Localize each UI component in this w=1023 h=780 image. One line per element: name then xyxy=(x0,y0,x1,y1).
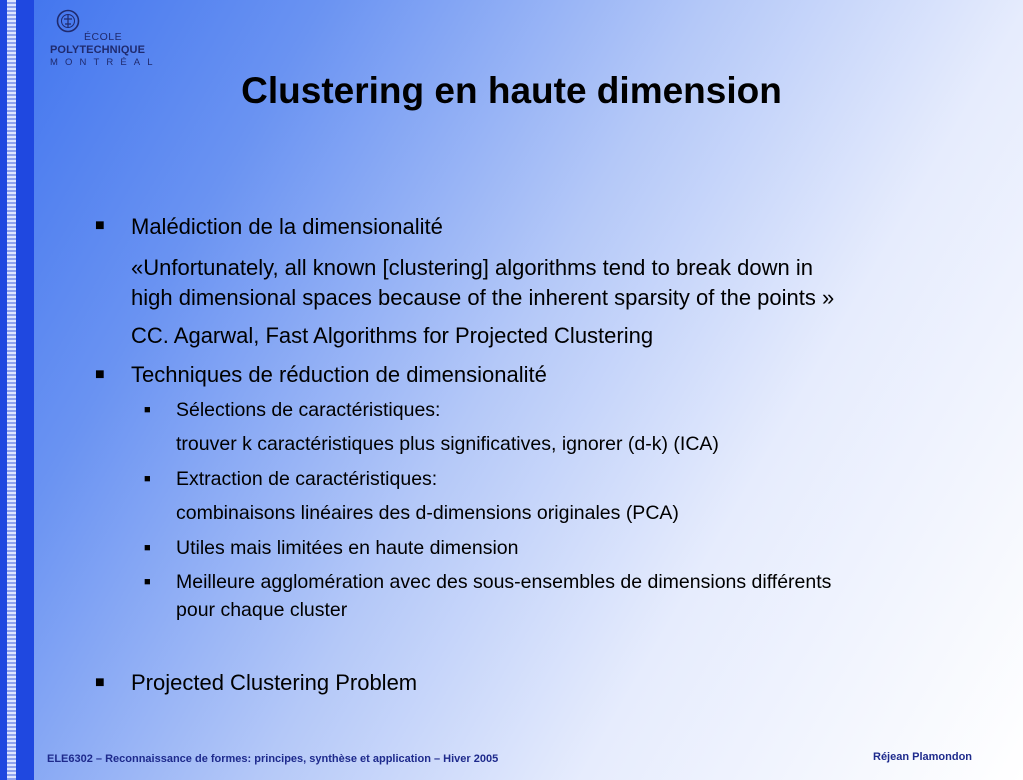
footer-course-info: ELE6302 – Reconnaissance de formes: principes, synthèse et application – Hiver 2005 xyxy=(47,753,499,765)
sub-item-limited-high-dimension: Utiles mais limitées en haute dimension xyxy=(176,537,519,559)
logo-montreal-text: MONTRÉAL xyxy=(50,57,160,68)
quote-line-2: high dimensional spaces because of the inherent sparsity of the points » xyxy=(131,285,835,310)
bullet-square-icon: ■ xyxy=(95,366,105,383)
bullet-square-icon: ■ xyxy=(95,674,105,691)
footer-author: Réjean Plamondon xyxy=(873,751,973,763)
list-item-projected-clustering: Projected Clustering Problem xyxy=(131,670,418,695)
sub-item-feature-selection: Sélections de caractéristiques: xyxy=(176,399,441,421)
slide-title: Clustering en haute dimension xyxy=(241,70,782,111)
sub-bullet-icon: ■ xyxy=(144,542,151,554)
sub-item-better-clustering-line-2: pour chaque cluster xyxy=(176,599,348,621)
quote-citation: CC. Agarwal, Fast Algorithms for Projected Clustering xyxy=(131,323,654,348)
list-item-curse-of-dimensionality: Malédiction de la dimensionalité xyxy=(131,214,443,239)
sub-bullet-icon: ■ xyxy=(144,576,151,588)
list-item-dimension-reduction: Techniques de réduction de dimensionalité xyxy=(131,362,547,387)
logo-ecole-text: ÉCOLE xyxy=(84,31,123,43)
logo-polytechnique-text: POLYTECHNIQUE xyxy=(50,44,146,56)
sub-bullet-icon: ■ xyxy=(144,473,151,485)
quote-line-1: «Unfortunately, all known [clustering] algorithms tend to break down in xyxy=(131,255,813,280)
sub-item-feature-extraction-detail: combinaisons linéaires des d-dimensions originales (PCA) xyxy=(176,502,679,524)
sub-item-better-clustering-line-1: Meilleure agglomération avec des sous-ensembles de dimensions différents xyxy=(176,571,832,593)
bullet-square-icon: ■ xyxy=(95,217,105,234)
sub-item-feature-selection-detail: trouver k caractéristiques plus significatives, ignorer (d-k) (ICA) xyxy=(176,433,719,455)
sub-item-feature-extraction: Extraction de caractéristiques: xyxy=(176,468,438,490)
sub-bullet-icon: ■ xyxy=(144,404,151,416)
